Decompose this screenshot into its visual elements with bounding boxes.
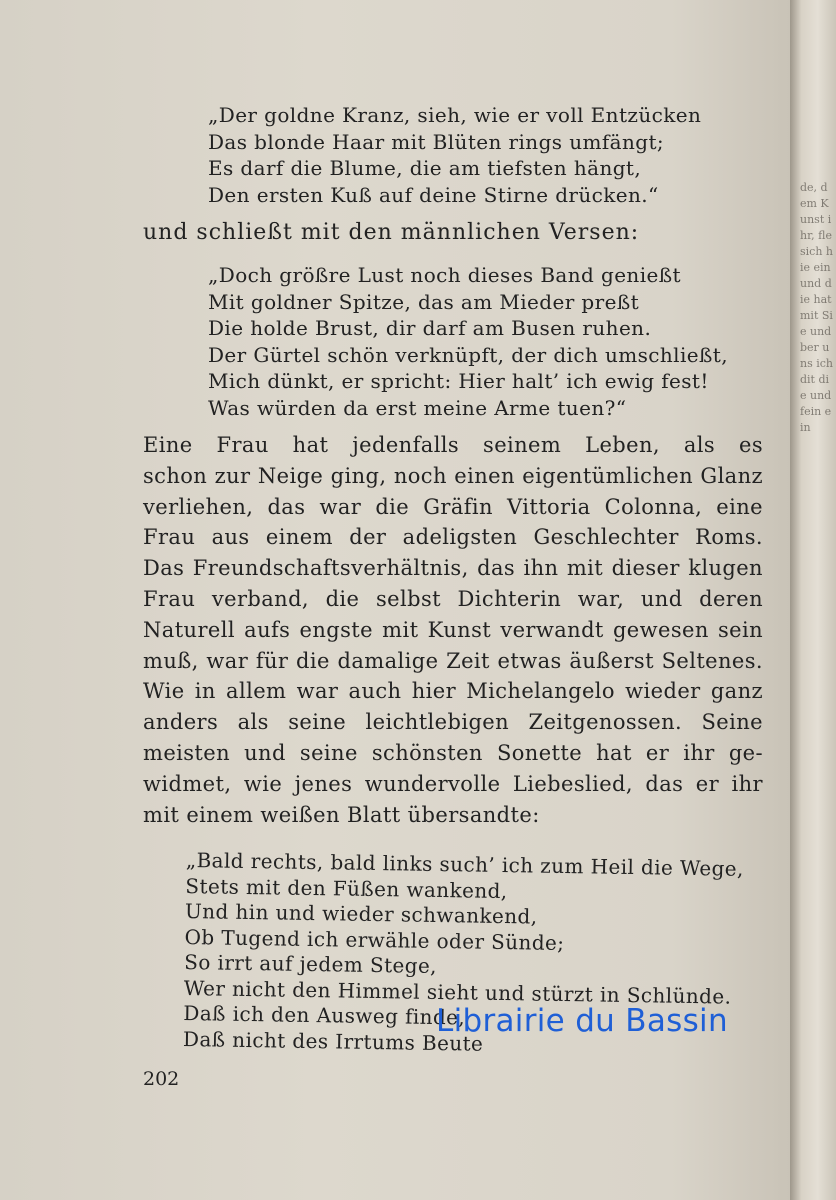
verse-line: Es darf die Blume, die am tiefsten hängt,: [208, 156, 642, 180]
paragraph-line: verliehen, das war die Gräfin Vittoria Colonna, eine: [143, 494, 763, 519]
paragraph-line: Das Freundschaftsverhältnis, das ihn mit dieser klugen: [143, 556, 763, 581]
next-page-edge-text: de, dem Kunst ihr, fle sich hie ein und die hat mit Sie und ber uns ich dit die und fein ein: [800, 181, 833, 434]
paragraph-line: anders als seine leichtlebigen Zeitgenossen. Seine: [143, 710, 763, 735]
verse-line: Wer nicht den Himmel sieht und stürzt in Schlünde.: [183, 975, 732, 1009]
paragraph-line: Naturell aufs engste mit Kunst verwandt gewesen sein: [143, 617, 763, 642]
verse-line: Daß nicht des Irrtums Beute: [182, 1026, 484, 1056]
verse-line: Und hin und wieder schwankend,: [184, 898, 538, 929]
verse-line: Das blonde Haar mit Blüten rings umfängt;: [208, 129, 665, 154]
verse-line: Mit goldner Spitze, das am Mieder preßt: [208, 289, 640, 314]
verse-line: „Bald rechts, bald links such’ ich zum Heil die Wege,: [185, 848, 744, 881]
paragraph-line: Wie in allem war auch hier Michelangelo wieder ganz: [143, 679, 763, 704]
page-number: 202: [143, 1068, 180, 1090]
verse-line: Mich dünkt, er spricht: Hier halt’ ich ewig fest!: [208, 369, 709, 393]
watermark: Librairie du Bassin: [436, 1003, 728, 1039]
paragraph-line: muß, war für die damalige Zeit etwas äußerst Seltenes.: [143, 648, 763, 673]
paragraph-line: widmet, wie jenes wundervolle Liebeslied, das er ihr: [143, 771, 763, 796]
intro-line: und schließt mit den männlichen Versen:: [143, 220, 640, 245]
paragraph-line: Frau verband, die selbst Dichterin war, und deren: [143, 586, 763, 611]
verse-block-1: [208, 102, 701, 208]
verse-line: Ob Tugend ich erwähle oder Sünde;: [184, 924, 565, 955]
paragraph-line: Frau aus einem der adeligsten Geschlechter Roms.: [143, 525, 763, 550]
verse-line: „Doch größre Lust noch dieses Band genießt: [208, 263, 681, 287]
paragraph-line: meisten und seine schönsten Sonette hat er ihr ge-: [143, 740, 763, 765]
verse-block-2: [208, 262, 728, 421]
verse-line: Was würden da erst meine Arme tuen?“: [208, 395, 627, 420]
verse-line: So irrt auf jedem Stege,: [184, 949, 438, 978]
verse-line: Der Gürtel schön verknüpft, der dich umschließt,: [208, 342, 728, 367]
verse-line: Die holde Brust, dir darf am Busen ruhen.: [208, 316, 652, 340]
paragraph-line: schon zur Neige ging, noch einen eigentümlichen Glanz: [143, 463, 763, 488]
verse-line: Daß ich den Ausweg finde,: [183, 1000, 466, 1030]
paragraph-line: mit einem weißen Blatt übersandte:: [143, 802, 540, 827]
verse-line: Stets mit den Füßen wankend,: [185, 873, 508, 903]
body-paragraph: [143, 430, 763, 830]
verse-line: „Der goldne Kranz, sieh, wie er voll Entzücken: [208, 103, 702, 127]
paragraph-line: Eine Frau hat jedenfalls seinem Leben, als es: [143, 433, 763, 457]
verse-line: Den ersten Kuß auf deine Stirne drücken.“: [208, 182, 659, 207]
